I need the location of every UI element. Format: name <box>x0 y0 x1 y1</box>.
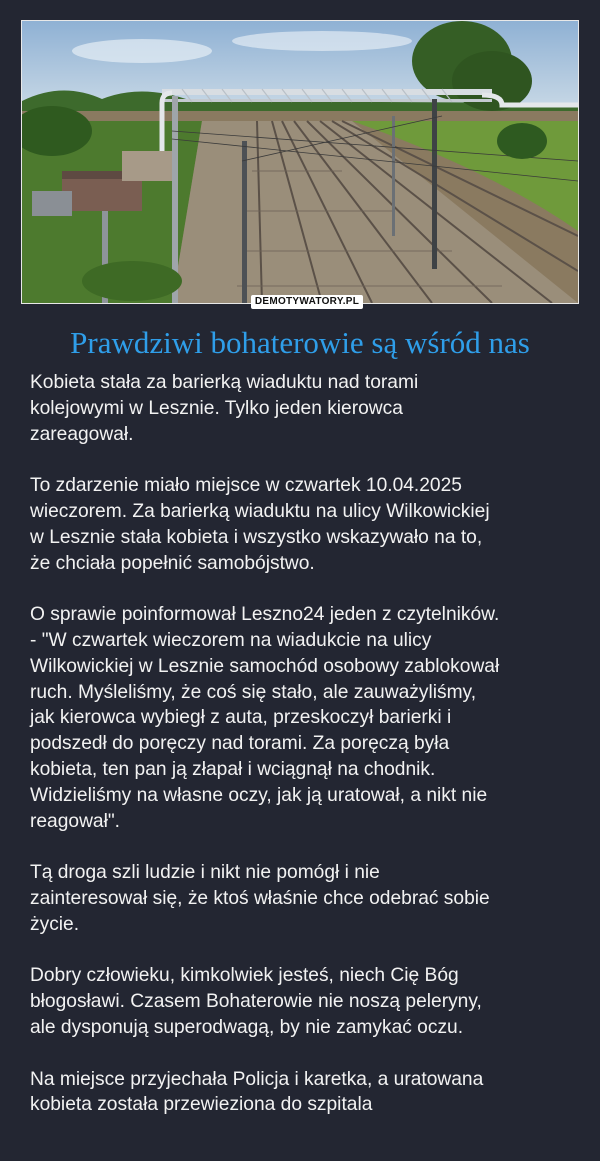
post-description <box>30 370 578 1118</box>
post-title: Prawdziwi bohaterowie są wśród nas <box>70 325 530 360</box>
post-image[interactable] <box>21 20 579 304</box>
paragraph: O sprawie poinformował Leszno24 jeden z czytelników. - "W czwartek wieczorem na wiadukcie na ulicy Wilkowickiej w Lesznie samochód osobowy zablokował ruch. Myśleliśmy, że coś się stało, ale zauważyliśmy, jak kierowca wybiegł z auta, przeskoczył barierki i podszedł do poręczy nad torami. Za poręczą była kobieta, ten pan ją złapał i wciągnął na chodnik. Widzieliśmy na własne oczy, jak ją uratował, a nikt nie reagował". <box>30 604 500 832</box>
paragraph: Kobieta stała za barierką wiaduktu nad torami kolejowymi w Lesznie. Tylko jeden kierowca zareagował. <box>30 372 419 445</box>
paragraph: Tą droga szli ludzie i nikt nie pomógł i nie zainteresował się, że ktoś właśnie chce odebrać sobie życie. <box>30 862 490 935</box>
paragraph: Na miejsce przyjechała Policja i karetka, a uratowana kobieta została przewieziona do szpitala <box>30 1068 484 1116</box>
site-watermark: DEMOTYWATORY.PL <box>251 295 363 309</box>
paragraph: To zdarzenie miało miejsce w czwartek 10.04.2025 wieczorem. Za barierką wiaduktu na ulicy Wilkowickiej w Lesznie stała kobieta i wszystko wskazywało na to, że chciała popełnić samobójstwo. <box>30 475 490 574</box>
paragraph: Dobry człowieku, kimkolwiek jesteś, niech Cię Bóg błogosławi. Czasem Bohaterowie nie noszą peleryny, ale dysponują superodwagą, by nie zamykać oczu. <box>30 965 482 1038</box>
railway-photo <box>22 21 578 303</box>
